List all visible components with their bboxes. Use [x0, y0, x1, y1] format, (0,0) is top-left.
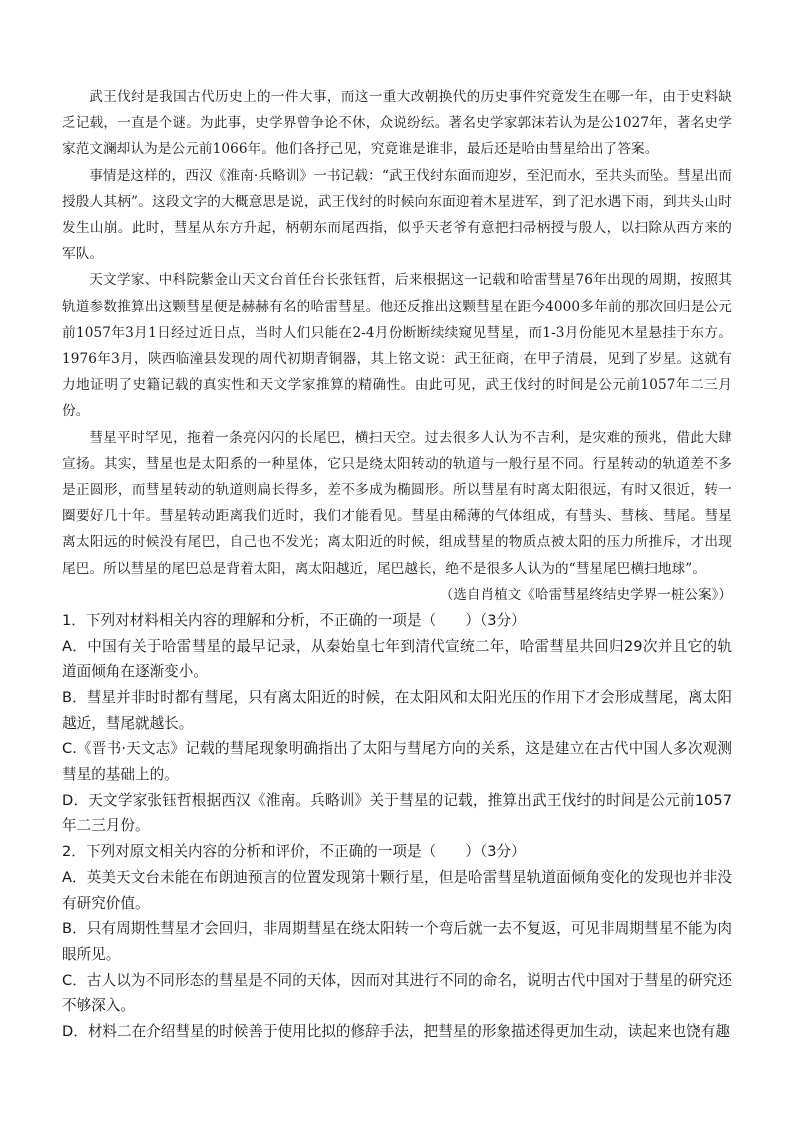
question-stem: 1．下列对材料相关内容的理解和分析，不正确的一项是（ ）（3分）: [62, 611, 526, 629]
passage-paragraph-1: 武王伐纣是我国古代历史上的一件大事，而这一重大改朝换代的历史事件究竟发生在哪一年，由于史料缺乏记载，一直是个谜。为此事，史学界曾争论不休，众说纷纭。著名史学家郭沫若认为是公1027年，著名史学家范文澜却认为是公元前1066年。他们各抒己见，究竟谁是谁非，最后还是哈由彗星给出了答案。: [62, 89, 732, 158]
passage-paragraph-3: 天文学家、中科院紫金山天文台首任台长张钰哲，后来根据这一记载和哈雷彗星76年出现的周期，按照其轨道参数推算出这颗彗星便是赫赫有名的哈雷彗星。他还反推出这颗彗星在距今4000多年前的那次回归是公元前1057年3月1日经过近日点，当时人们只能在2-4月份断断续续窥见彗星，而1-3月份能见木星悬挂于东方。1976年3月，陕西临潼县发现的周代初期青铜器，其上铭文说：武王征商，在甲子清晨，见到了岁星。这就有力地证明了史籍记载的真实性和天文学家推算的精确性。由此可见，武王伐纣的时间是公元前1057年二三月份。: [62, 272, 732, 420]
question-1: [62, 608, 732, 839]
passage-paragraph-4: 彗星平时罕见，拖着一条亮闪闪的长尾巴，横扫天空。过去很多人认为不吉利，是灾难的预兆，借此大肆宣扬。其实，彗星也是太阳系的一种星体，它只是绕太阳转动的轨道与一般行星不同。行星转动的轨道差不多是正圆形，而彗星转动的轨道则扁长得多，差不多成为椭圆形。所以彗星有时离太阳很远，有时又很近，转一圈要好几十年。彗星转动距离我们近时，我们才能看见。彗星由稀薄的气体组成，有彗头、彗核、彗尾。彗星离太阳远的时候没有尾巴，自己也不发光；离太阳近的时候，组成彗星的物质点被太阳的压力所推斥，才出现尾巴。所以彗星的尾巴总是背着太阳，离太阳越近，尾巴越长，绝不是很多人认为的“彗星尾巴横扫地球”。: [62, 429, 732, 577]
question-option-c: C.《晋书·天文志》记载的彗尾现象明确指出了太阳与彗尾方向的关系，这是建立在古代中国人多次观测彗星的基础上的。: [62, 740, 732, 784]
question-option-a: A．中国有关于哈雷彗星的最早记录，从秦始皇七年到清代宣统二年，哈雷彗星共回归29次并且它的轨道面倾角在逐渐变小。: [62, 637, 732, 681]
question-option-d: D．材料二在介绍彗星的时候善于使用比拟的修辞手法，把彗星的形象描述得更加生动，读起来也饶有趣: [62, 1023, 730, 1041]
reading-passage: [62, 84, 732, 608]
passage-paragraph-2: 事情是这样的，西汉《淮南·兵略训》一书记载：“武王伐纣东面而迎岁，至汜而水，至共头而坠。彗星出而授殷人其柄”。这段文字的大概意思是说，武王伐纣的时候向东面迎着木星进军，到了汜水遇下雨，到共头山时发生山崩。此时，彗星从东方升起，柄朝东而尾西指，似乎天老爷有意把扫帚柄授与殷人，以扫除从西方来的军队。: [62, 167, 732, 263]
question-option-d: D．天文学家张钰哲根据西汉《淮南。兵略训》关于彗星的记载，推算出武王伐纣的时间是公元前1057年二三月份。: [62, 791, 732, 835]
passage-source: （选自肖植文《哈雷彗星终结史学界一桩公案》）: [439, 586, 732, 603]
question-option-a: A．英美天文台未能在布朗迪预言的位置发现第十颗行星，但是哈雷彗星轨道面倾角变化的发现也并非没有研究价值。: [62, 868, 732, 912]
question-stem: 2．下列对原文相关内容的分析和评价，不正确的一项是（ ）（3分）: [62, 843, 526, 861]
question-2: [62, 839, 732, 1045]
exam-page: [62, 84, 732, 1045]
question-option-c: C．古人以为不同形态的彗星是不同的天体，因而对其进行不同的命名，说明古代中国对于彗星的研究还不够深入。: [62, 971, 732, 1015]
question-list: [62, 608, 732, 1045]
question-option-b: B．彗星并非时时都有彗尾，只有离太阳近的时候，在太阳风和太阳光压的作用下才会形成彗尾，离太阳越近，彗尾就越长。: [62, 688, 732, 732]
question-option-b: B．只有周期性彗星才会回归，非周期彗星在绕太阳转一个弯后就一去不复返，可见非周期彗星不能为肉眼所见。: [62, 920, 732, 963]
